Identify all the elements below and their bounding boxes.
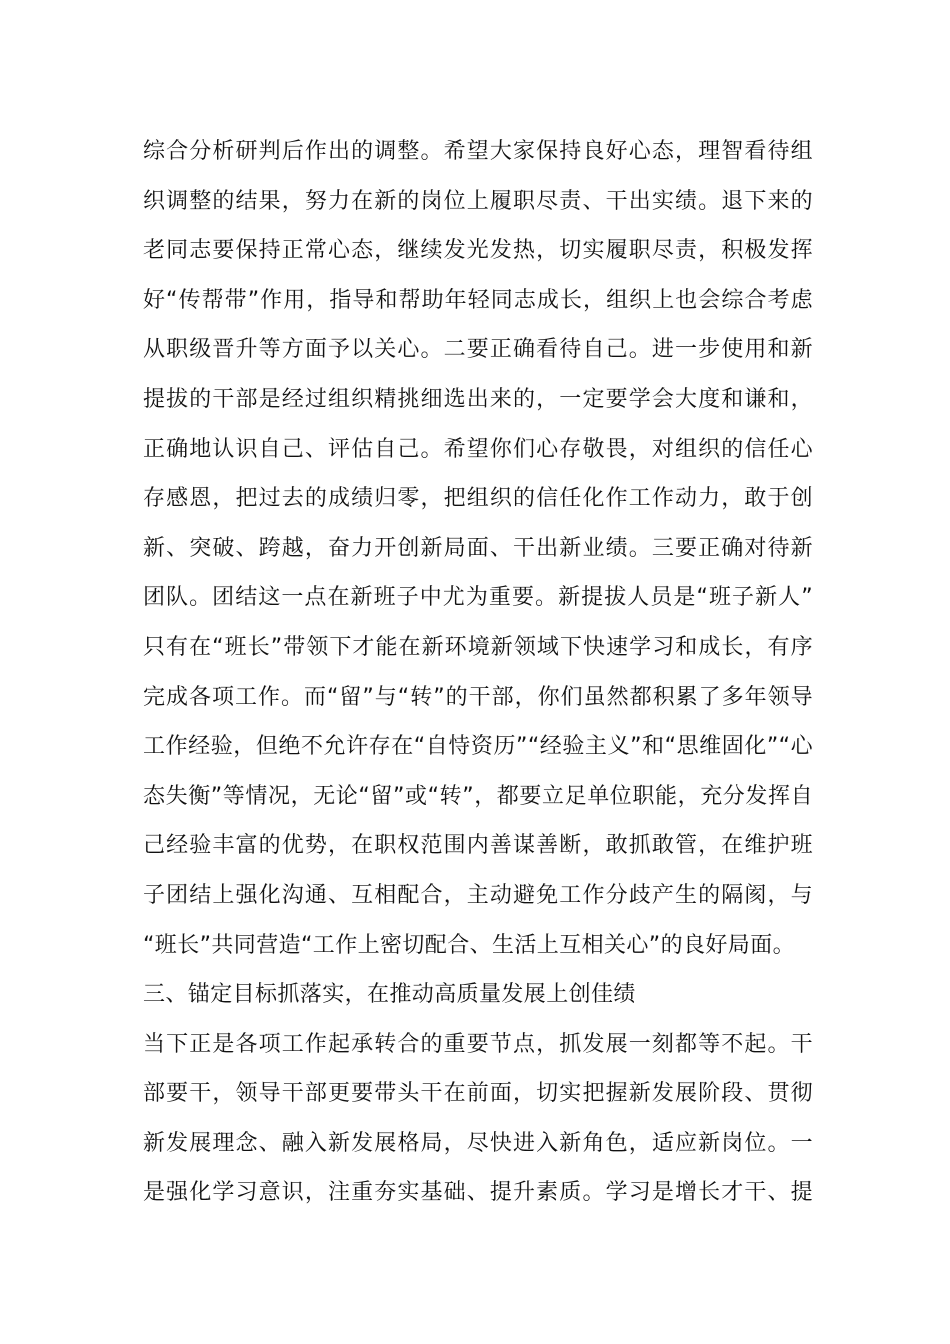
text-line: 织调整的结果，努力在新的岗位上履职尽责、干出实绩。退下来的 [143,188,813,214]
text-line: 子团结上强化沟通、互相配合，主动避免工作分歧产生的隔阂，与 [143,882,813,908]
text-line: 当下正是各项工作起承转合的重要节点，抓发展一刻都等不起。干 [143,1031,813,1057]
text-line: 团队。团结这一点在新班子中尤为重要。新提拔人员是“班子新人” [143,585,813,611]
text-line: 己经验丰富的优势，在职权范围内善谋善断，敢抓敢管，在维护班 [143,833,813,859]
text-line: 态失衡”等情况，无论“留”或“转”，都要立足单位职能，充分发挥自 [143,783,813,809]
text-line: 从职级晋升等方面予以关心。二要正确看待自己。进一步使用和新 [143,337,813,363]
text-line: 只有在“班长”带领下才能在新环境新领域下快速学习和成长，有序 [143,634,813,660]
text-line: 新、突破、跨越，奋力开创新局面、干出新业绩。三要正确对待新 [143,535,813,561]
section-heading: 三、锚定目标抓落实，在推动高质量发展上创佳绩 [143,982,636,1008]
text-line: 部要干，领导干部更要带头干在前面，切实把握新发展阶段、贯彻 [143,1081,813,1107]
text-line: 完成各项工作。而“留”与“转”的干部，你们虽然都积累了多年领导 [143,684,813,710]
text-line: 存感恩，把过去的成绩归零，把组织的信任化作工作动力，敢于创 [143,486,813,512]
text-line: 提拔的干部是经过组织精挑细选出来的，一定要学会大度和谦和， [143,386,813,412]
document-body [143,127,813,1218]
text-line: 老同志要保持正常心态，继续发光发热，切实履职尽责，积极发挥 [143,238,813,264]
text-line: 综合分析研判后作出的调整。希望大家保持良好心态，理智看待组 [143,139,813,164]
text-line: 新发展理念、融入新发展格局，尽快进入新角色，适应新岗位。一 [143,1130,813,1156]
text-line: 好“传帮带”作用，指导和帮助年轻同志成长，组织上也会综合考虑 [143,287,813,313]
paragraph-end-line: “班长”共同营造“工作上密切配合、生活上互相关心”的良好局面。 [143,932,795,958]
text-line: 工作经验，但绝不允许存在“自恃资历”“经验主义”和“思维固化”“心 [143,734,813,760]
text-line: 是强化学习意识，注重夯实基础、提升素质。学习是增长才干、提 [143,1180,813,1206]
text-line: 正确地认识自己、评估自己。希望你们心存敬畏，对组织的信任心 [143,436,813,462]
